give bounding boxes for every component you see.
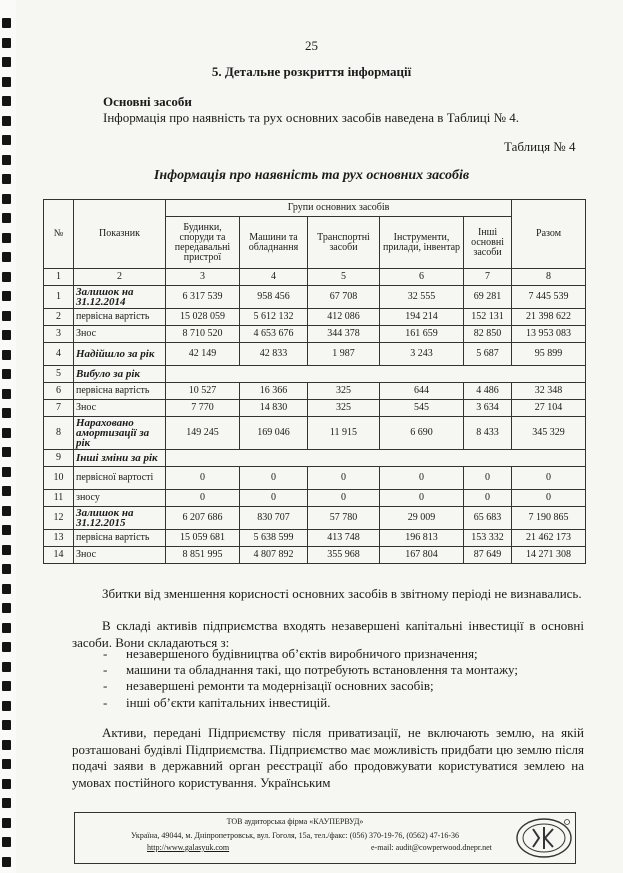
value-cell: 0	[240, 490, 308, 507]
value-cell: 413 748	[308, 530, 380, 547]
value-cell: 325	[308, 400, 380, 417]
table-row	[44, 343, 586, 366]
value-cell: 8 433	[464, 417, 512, 450]
value-cell: 7 190 865	[512, 507, 586, 530]
value-cell: 5 687	[464, 343, 512, 366]
table-body	[44, 286, 586, 564]
binding-hole	[2, 447, 11, 457]
row-number: 10	[44, 467, 74, 490]
value-cell: 8 851 995	[166, 547, 240, 564]
binding-hole	[2, 486, 11, 496]
table-number: Таблиця № 4	[504, 139, 576, 154]
value-cell: 3 634	[464, 400, 512, 417]
numbering-cell: 3	[166, 269, 240, 286]
binding-hole	[2, 642, 11, 652]
binding-hole	[2, 837, 11, 847]
value-cell: 95 899	[512, 343, 586, 366]
value-cell: 958 456	[240, 286, 308, 309]
binding-hole	[2, 18, 11, 28]
binding-hole	[2, 701, 11, 711]
binding-hole	[2, 330, 11, 340]
value-cell: 644	[380, 383, 464, 400]
row-label: Інші зміни за рік	[74, 450, 166, 467]
value-cell: 42 833	[240, 343, 308, 366]
row-label: Вибуло за рік	[74, 366, 166, 383]
row-number: 4	[44, 343, 74, 366]
paragraph-composition: В складі активів підприємства входять незавершені капітальні інвестиції в основні засоби. Вони складаються з:	[72, 618, 584, 650]
table-row	[44, 547, 586, 564]
row-number: 13	[44, 530, 74, 547]
binding-strip	[0, 0, 16, 873]
value-cell: 0	[380, 490, 464, 507]
list-marker: -	[103, 662, 108, 678]
value-cell: 21 398 622	[512, 309, 586, 326]
row-number: 2	[44, 309, 74, 326]
value-cell: 69 281	[464, 286, 512, 309]
value-cell: 161 659	[380, 326, 464, 343]
value-cell: 27 104	[512, 400, 586, 417]
binding-hole	[2, 467, 11, 477]
binding-hole	[2, 135, 11, 145]
value-cell: 0	[308, 490, 380, 507]
value-cell: 0	[380, 467, 464, 490]
row-label: зносу	[74, 490, 166, 507]
list-item	[103, 678, 518, 694]
footer-email: e-mail: audit@cowperwood.dnepr.net	[371, 843, 492, 852]
value-cell: 29 009	[380, 507, 464, 530]
numbering-cell: 2	[74, 269, 166, 286]
binding-hole	[2, 155, 11, 165]
value-cell: 13 953 083	[512, 326, 586, 343]
list-item	[103, 646, 518, 662]
value-cell: 0	[166, 467, 240, 490]
value-cell: 196 813	[380, 530, 464, 547]
row-label: Нараховано амортизації за рік	[74, 417, 166, 450]
row-label: Знос	[74, 400, 166, 417]
value-cell: 152 131	[464, 309, 512, 326]
col-header-other: Інші основні засоби	[464, 217, 512, 269]
value-cell: 21 462 173	[512, 530, 586, 547]
row-number: 14	[44, 547, 74, 564]
row-number: 9	[44, 450, 74, 467]
value-cell: 16 366	[240, 383, 308, 400]
row-label: Знос	[74, 326, 166, 343]
binding-hole	[2, 233, 11, 243]
binding-hole	[2, 603, 11, 613]
empty-span-cell	[166, 450, 586, 467]
value-cell: 345 329	[512, 417, 586, 450]
row-label: первісна вартість	[74, 383, 166, 400]
value-cell: 32 555	[380, 286, 464, 309]
table-row	[44, 507, 586, 530]
binding-hole	[2, 96, 11, 106]
table-row	[44, 326, 586, 343]
numbering-cell: 8	[512, 269, 586, 286]
value-cell: 3 243	[380, 343, 464, 366]
paragraph-land: Активи, передані Підприємству після приватизації, не включають землю, на якій розташовані будівлі Підприємства. Підприємство має можливість придбати цю землю після подачі заяви в державний орган реєстрації або продовжувати користуватися землею на умовах постійного користування. Українським	[72, 725, 584, 790]
table-row	[44, 490, 586, 507]
binding-hole	[2, 564, 11, 574]
value-cell: 344 378	[308, 326, 380, 343]
value-cell: 0	[512, 467, 586, 490]
binding-hole	[2, 428, 11, 438]
value-cell: 6 690	[380, 417, 464, 450]
table-row	[44, 450, 586, 467]
table-row	[44, 530, 586, 547]
table-caption: Інформація про наявність та рух основних засобів	[153, 168, 470, 183]
value-cell: 42 149	[166, 343, 240, 366]
row-number: 8	[44, 417, 74, 450]
numbering-cell: 7	[464, 269, 512, 286]
col-header-tools: Інструменти, прилади, інвентар	[380, 217, 464, 269]
value-cell: 412 086	[308, 309, 380, 326]
empty-span-cell	[166, 366, 586, 383]
binding-hole	[2, 506, 11, 516]
section-title: 5. Детальне розкриття інформації	[211, 64, 412, 79]
binding-hole	[2, 408, 11, 418]
footer-address: Україна, 49044, м. Дніпропетровськ, вул. Гоголя, 15а, тел./факс: (056) 370-19-76, (0562) 47-16-36	[130, 831, 460, 840]
value-cell: 7 445 539	[512, 286, 586, 309]
list-item	[103, 695, 518, 711]
row-number: 12	[44, 507, 74, 530]
value-cell: 87 649	[464, 547, 512, 564]
binding-hole	[2, 116, 11, 126]
numbering-cell: 4	[240, 269, 308, 286]
row-number: 6	[44, 383, 74, 400]
list-marker: -	[103, 694, 108, 710]
value-cell: 169 046	[240, 417, 308, 450]
binding-hole	[2, 350, 11, 360]
col-header-indicator: Показник	[74, 200, 166, 269]
value-cell: 325	[308, 383, 380, 400]
binding-hole	[2, 818, 11, 828]
value-cell: 5 612 132	[240, 309, 308, 326]
binding-hole	[2, 545, 11, 555]
value-cell: 6 317 539	[166, 286, 240, 309]
value-cell: 0	[512, 490, 586, 507]
binding-hole	[2, 857, 11, 867]
col-header-machines: Машини та обладнання	[240, 217, 308, 269]
value-cell: 8 710 520	[166, 326, 240, 343]
binding-hole	[2, 720, 11, 730]
value-cell: 830 707	[240, 507, 308, 530]
list-item-text: машини та обладнання такі, що потребують встановлення та монтажу;	[126, 662, 518, 678]
binding-hole	[2, 525, 11, 535]
row-label: Надійшло за рік	[74, 343, 166, 366]
value-cell: 14 830	[240, 400, 308, 417]
table-row	[44, 309, 586, 326]
col-header-buildings: Будинки, споруди та передавальні пристрої	[166, 217, 240, 269]
table-row	[44, 383, 586, 400]
col-header-total: Разом	[512, 200, 586, 269]
list-marker: -	[103, 646, 108, 661]
value-cell: 4 653 676	[240, 326, 308, 343]
value-cell: 0	[464, 490, 512, 507]
numbering-cell: 1	[44, 269, 74, 286]
value-cell: 4 486	[464, 383, 512, 400]
fixed-assets-table	[43, 199, 586, 564]
value-cell: 5 638 599	[240, 530, 308, 547]
subsection-title: Основні засоби	[103, 94, 192, 109]
col-header-no: №	[44, 200, 74, 269]
value-cell: 4 807 892	[240, 547, 308, 564]
footer-box	[74, 812, 576, 864]
footer-website-link[interactable]: http://www.galasyuk.com	[147, 843, 230, 852]
row-label: первісна вартість	[74, 309, 166, 326]
row-label: первісної вартості	[74, 467, 166, 490]
table-row	[44, 366, 586, 383]
row-number: 1	[44, 286, 74, 309]
table-row	[44, 417, 586, 450]
binding-hole	[2, 213, 11, 223]
col-header-transport: Транспортні засоби	[308, 217, 380, 269]
binding-hole	[2, 252, 11, 262]
binding-hole	[2, 369, 11, 379]
value-cell: 15 059 681	[166, 530, 240, 547]
numbering-row	[44, 269, 586, 286]
binding-hole	[2, 194, 11, 204]
list-item	[103, 662, 518, 678]
binding-hole	[2, 272, 11, 282]
binding-hole	[2, 779, 11, 789]
list-item-text: незавершеного будівництва об’єктів виробничого призначення;	[126, 646, 478, 661]
row-label: Залишок на 31.12.2014	[74, 286, 166, 309]
row-number: 7	[44, 400, 74, 417]
list-marker: -	[103, 678, 108, 694]
value-cell: 65 683	[464, 507, 512, 530]
value-cell: 82 850	[464, 326, 512, 343]
binding-hole	[2, 291, 11, 301]
binding-hole	[2, 311, 11, 321]
value-cell: 11 915	[308, 417, 380, 450]
binding-hole	[2, 681, 11, 691]
binding-hole	[2, 759, 11, 769]
binding-hole	[2, 662, 11, 672]
table-row	[44, 400, 586, 417]
value-cell: 67 708	[308, 286, 380, 309]
table-row	[44, 467, 586, 490]
row-number: 11	[44, 490, 74, 507]
value-cell: 57 780	[308, 507, 380, 530]
row-label: Знос	[74, 547, 166, 564]
binding-hole	[2, 798, 11, 808]
page-number: 25	[305, 38, 318, 53]
numbering-cell: 6	[380, 269, 464, 286]
value-cell: 32 348	[512, 383, 586, 400]
value-cell: 10 527	[166, 383, 240, 400]
row-label: Залишок на 31.12.2015	[74, 507, 166, 530]
value-cell: 149 245	[166, 417, 240, 450]
value-cell: 545	[380, 400, 464, 417]
value-cell: 7 770	[166, 400, 240, 417]
paragraph-impairment: Збитки від зменшення корисності основних засобів в звітному періоді не визнавались.	[102, 586, 582, 601]
value-cell: 0	[308, 467, 380, 490]
value-cell: 167 804	[380, 547, 464, 564]
binding-hole	[2, 389, 11, 399]
row-number: 3	[44, 326, 74, 343]
company-logo-icon	[515, 817, 573, 859]
list-item-text: інші об’єкти капітальних інвестицій.	[126, 694, 331, 710]
value-cell: 153 332	[464, 530, 512, 547]
value-cell: 1 987	[308, 343, 380, 366]
value-cell: 15 028 059	[166, 309, 240, 326]
list-item-text: незавершені ремонти та модернізації основних засобів;	[126, 678, 434, 694]
value-cell: 0	[166, 490, 240, 507]
value-cell: 0	[240, 467, 308, 490]
cip-list	[103, 646, 518, 711]
footer-company: ТОВ аудиторська фірма «КАУПЕРВУД»	[226, 817, 364, 826]
value-cell: 194 214	[380, 309, 464, 326]
value-cell: 14 271 308	[512, 547, 586, 564]
table-row	[44, 286, 586, 309]
row-number: 5	[44, 366, 74, 383]
row-label: первісна вартість	[74, 530, 166, 547]
col-header-group: Групи основних засобів	[166, 200, 512, 217]
value-cell: 355 968	[308, 547, 380, 564]
binding-hole	[2, 740, 11, 750]
value-cell: 0	[464, 467, 512, 490]
value-cell: 6 207 686	[166, 507, 240, 530]
intro-text: Інформація про наявність та рух основних засобів наведена в Таблиці № 4.	[103, 110, 520, 125]
binding-hole	[2, 584, 11, 594]
binding-hole	[2, 623, 11, 633]
numbering-cell: 5	[308, 269, 380, 286]
